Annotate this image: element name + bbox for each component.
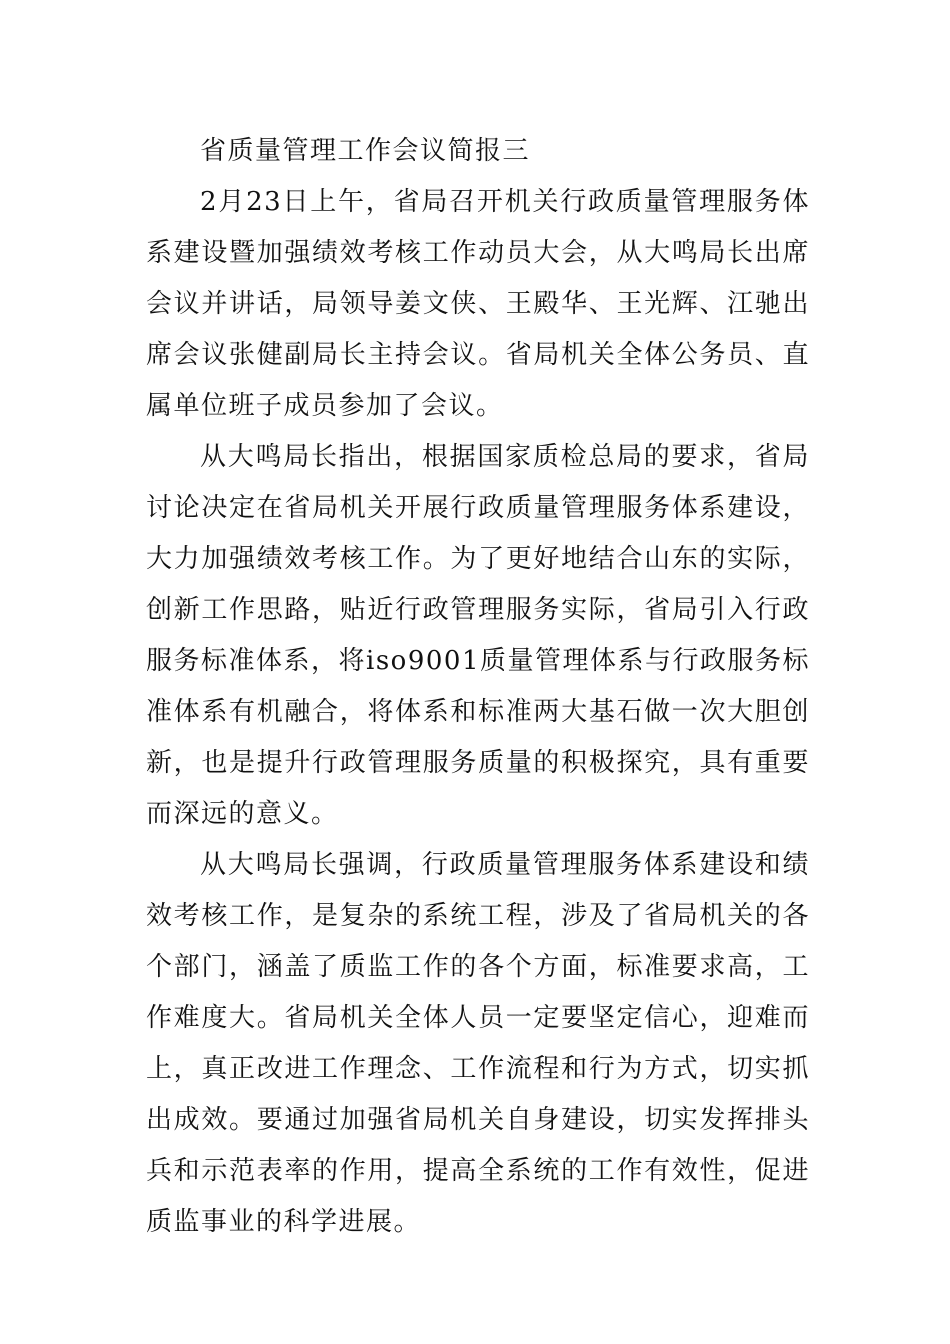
document-title: 省质量管理工作会议简报三 (200, 136, 531, 166)
document-body (146, 126, 810, 1248)
paragraph-3: 从大鸣局长强调，行政质量管理服务体系建设和绩效考核工作，是复杂的系统工程，涉及了省局机关的各个部门，涵盖了质监工作的各个方面，标准要求高，工作难度大。省局机关全体人员一定要坚定信心，迎难而上，真正改进工作理念、工作流程和行为方式，切实抓出成效。要通过加强省局机关自身建设，切实发挥排头兵和示范表率的作用，提高全系统的工作有效性，促进质监事业的科学进展。 (146, 850, 810, 1237)
paragraph-1: 2月23日上午，省局召开机关行政质量管理服务体系建设暨加强绩效考核工作动员大会，从大鸣局长出席会议并讲话，局领导姜文侠、王殿华、王光辉、江驰出席会议张健副局长主持会议。省局机关全体公务员、直属单位班子成员参加了会议。 (146, 187, 810, 421)
paragraph-2: 从大鸣局长指出，根据国家质检总局的要求，省局讨论决定在省局机关开展行政质量管理服务体系建设，大力加强绩效考核工作。为了更好地结合山东的实际，创新工作思路，贴近行政管理服务实际，省局引入行政服务标准体系，将iso9001质量管理体系与行政服务标准体系有机融合，将体系和标准两大基石做一次大胆创新，也是提升行政管理服务质量的积极探究，具有重要而深远的意义。 (146, 442, 810, 829)
